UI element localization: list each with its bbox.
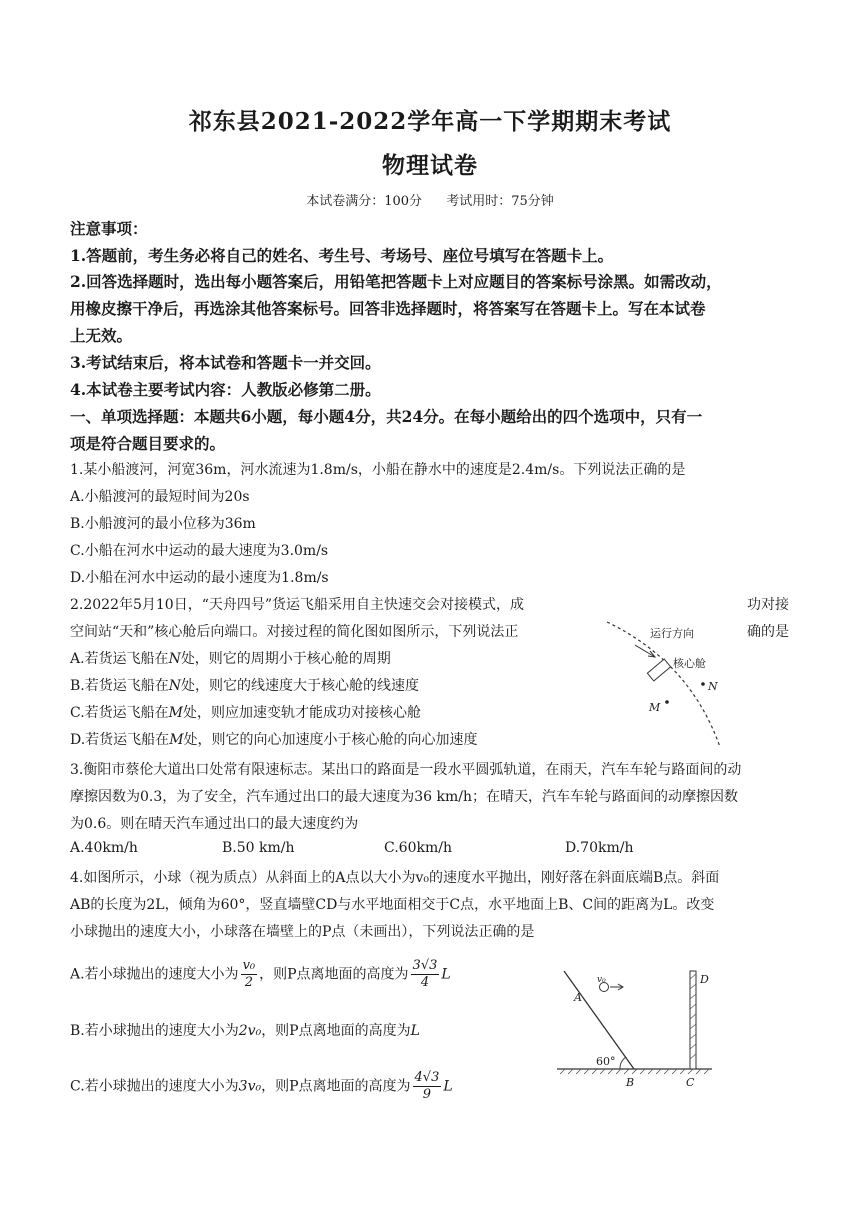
notice-item-3: 3.考试结束后，将本试卷和答题卡一并交回。: [70, 353, 381, 372]
notice-item-2-line-3: 上无效。: [70, 326, 133, 345]
projectile-incline-figure: [552, 965, 722, 1090]
fig-d-label: D: [700, 973, 709, 986]
point-n-icon: [701, 682, 705, 686]
q4-line-3: 小球抛出的速度大小，小球落在墙壁上的P点（未画出），下列说法正确的是: [70, 924, 535, 940]
fig-m-label: M: [649, 701, 661, 714]
orbit-docking-figure: [595, 612, 745, 752]
q4-line-2: AB的长度为2L，倾角为60°，竖直墙壁CD与水平地面相交于C点，水平地面上B、C间的距离为L。改变: [70, 897, 715, 913]
q1-option-d: D.小船在河水中运动的最小速度为1.8m/s: [70, 570, 329, 586]
q1-stem: 1.某小船渡河，河宽36m，河水流速为1.8m/s，小船在静水中的速度是2.4m/s。下列说法正确的是: [70, 462, 686, 478]
q3-line-2: 摩擦因数为0.3，为了安全，汽车通过出口的最大速度为36 km/h；在晴天，汽车车轮与路面间的动摩擦因数: [70, 789, 739, 805]
notice-item-1: 1.答题前，考生务必将自己的姓名、考生号、考场号、座位号填写在答题卡上。: [70, 246, 614, 265]
q2-option-a: A.若货运飞船在N处，则它的周期小于核心舱的周期: [70, 651, 391, 667]
q4-option-a: A.若小球抛出的速度大小为 $\frac{\text{v₀}}{2}$ ，则P点离地面的高度为 $\frac{3√3}{4}$ L: [70, 958, 451, 990]
q3-line-1: 3.衡阳市蔡伦大道出口处常有限速标志。某出口的路面是一段水平圆弧轨道，在雨天，汽车车轮与路面间的动: [70, 762, 742, 778]
section-1-line-2: 项是符合题目要求的。: [70, 434, 226, 453]
core-module-icon: [647, 659, 670, 681]
fig-b-label: B: [626, 1076, 635, 1089]
q4-option-b: B.若小球抛出的速度大小为2v₀，则P点离地面的高度为L: [70, 1023, 420, 1039]
q3-option-c: C.60km/h: [384, 840, 452, 856]
notice-heading: 注意事项：: [70, 219, 148, 238]
fig-n-label: N: [708, 680, 718, 693]
section-1-line-1: 一、单项选择题：本题共6小题，每小题4分，共24分。在每小题给出的四个选项中，只有一: [70, 407, 703, 426]
fig-v0-label: v₀: [597, 975, 606, 985]
speed-fraction: $\frac{\text{v₀}}{2}$: [242, 958, 256, 990]
time-info: 考试用时：75分钟: [446, 194, 554, 209]
exam-info: [0, 190, 860, 209]
score-info: 本试卷满分：100分: [306, 194, 423, 209]
fig-c-label: C: [686, 1076, 695, 1089]
q2-option-c: C.若货运飞船在M处，则应加速变轨才能成功对接核心舱: [70, 705, 422, 721]
q2-option-d: D.若货运飞船在M处，则它的向心加速度小于核心舱的向心加速度: [70, 732, 478, 748]
fig-a-label: A: [574, 991, 582, 1004]
height-fraction: $\frac{4√3}{9}$: [414, 1070, 440, 1102]
q3-option-b: B.50 km/h: [222, 840, 295, 856]
exam-title: 祁东县2021-2022学年高一下学期期末考试: [188, 108, 672, 135]
q1-option-b: B.小船渡河的最小位移为36m: [70, 516, 256, 532]
q1-option-a: A.小船渡河的最短时间为20s: [70, 489, 250, 505]
notice-item-4: 4.本试卷主要考试内容：人教版必修第二册。: [70, 380, 381, 399]
fig-direction-label: 运行方向: [650, 627, 694, 640]
height-fraction: $\frac{3√3}{4}$: [412, 958, 438, 990]
q3-line-3: 为0.6。则在晴天汽车通过出口的最大速度约为: [70, 816, 359, 832]
direction-arrow-icon: [635, 645, 655, 657]
q2-stem-line-2-left: 空间站“天和”核心舱后向端口。对接过程的简化图如图所示，下列说法正: [70, 624, 519, 640]
q2-stem-line-2-right: 确的是: [747, 624, 789, 640]
q2-stem-line-1-left: 2.2022年5月10日，“天舟四号”货运飞船采用自主快速交会对接模式，成: [70, 597, 525, 613]
exam-subject: 物理试卷: [382, 152, 478, 179]
point-m-icon: [665, 700, 669, 704]
ground-hatch: [560, 1069, 709, 1074]
fig-module-label: 核心舱: [673, 657, 706, 670]
fig-angle-label: 60°: [596, 1055, 616, 1068]
q3-option-d: D.70km/h: [565, 840, 634, 856]
q2-stem-line-1-right: 功对接: [747, 597, 789, 613]
notice-item-2-line-1: 2.回答选择题时，选出每小题答案后，用铅笔把答题卡上对应题目的答案标号涂黑。如需改动，: [70, 272, 722, 291]
angle-arc: [620, 1057, 626, 1069]
notice-item-2-line-2: 用橡皮擦干净后，再选涂其他答案标号。回答非选择题时，将答案写在答题卡上。写在本试卷: [70, 299, 706, 318]
q4-line-1: 4.如图所示，小球（视为质点）从斜面上的A点以大小为v₀的速度水平抛出，刚好落在斜面底端B点。斜面: [70, 870, 720, 886]
q3-option-a: A.40km/h: [70, 840, 138, 856]
q2-option-b: B.若货运飞船在N处，则它的线速度大于核心舱的线速度: [70, 678, 419, 694]
q1-option-c: C.小船在河水中运动的最大速度为3.0m/s: [70, 543, 329, 559]
q4-option-c: C.若小球抛出的速度大小为3v₀，则P点离地面的高度为 $\frac{4√3}{9}$ L: [70, 1070, 453, 1102]
